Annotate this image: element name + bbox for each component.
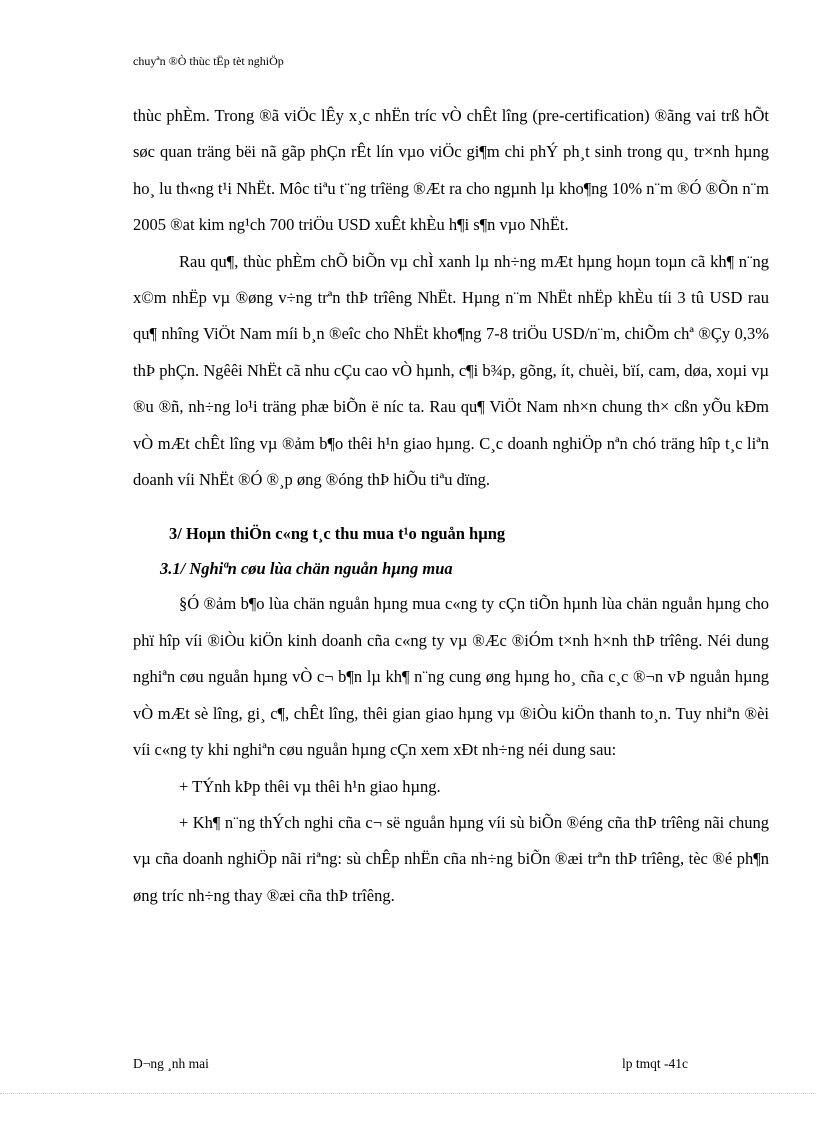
- bullet-paragraph: + Kh¶ n¨ng thÝch nghi cña c¬ së nguån hµng víi sù biÕn ®éng cña thÞ trîêng nãi chung vµ cña doanh nghiÖp nãi riªng: sù chÊp nhËn cña nh÷ng biÕn ®æi trªn thÞ trîêng, tèc ®é ph¶n øng tríc nh÷ng thay ®æi cña thÞ trîêng.: [133, 812, 769, 905]
- document-body: [133, 98, 769, 914]
- footer-class: lp tmqt -41c: [622, 1056, 688, 1071]
- subsection-heading: 3.1/ Nghiªn cøu lùa chän nguån hµng mua: [160, 559, 453, 579]
- page-edge-divider: [0, 1093, 816, 1094]
- paragraph: §Ó ®ảm b¶o lùa chän nguån hµng mua c«ng ty cÇn tiÕn hµnh lùa chän nguån hµng cho phï hîp víi ®iÒu kiÖn kinh doanh cña c«ng ty vµ ®Æc ®iÓm t×nh h×nh thÞ trîêng. Néi dung nghiªn cøu nguån hµng vÒ c¬ b¶n lµ kh¶ n¨ng cung øng hµng ho¸ cña c¸c ®¬n vÞ nguån hµng vÒ mÆt sè lîng, gi¸ c¶, chÊt lîng, thêi gian giao hµng vµ ®iÒu kiÖn thanh to¸n. Tuy nhiªn ®èi víi c«ng ty khi nghiªn cøu nguån hµng cÇn xem xÐt nh÷ng néi dung sau:: [133, 594, 769, 760]
- paragraph: thùc phÈm. Trong ®ã viÖc lÊy x¸c nhËn tríc vÒ chÊt lîng (pre-certification) ®ãng vai trß hÕt søc quan träng bëi nã gãp phÇn rÊt lín vµo viÖc gi¶m chi phÝ ph¸t sinh trong qu¸ tr×nh hµng ho¸ lu th«ng t¹i NhËt. Môc tiªu t¨ng trîëng ®Æt ra cho ngµnh lµ kho¶ng 10% n¨m ®Ó ®Õn n¨m 2005 ®at kim ng¹ch 700 triÖu USD xuÊt khÈu h¶i s¶n vµo NhËt.: [133, 106, 769, 235]
- section-block: [133, 516, 769, 586]
- paragraph: Rau qu¶, thùc phÈm chÕ biÕn vµ chÌ xanh lµ nh÷ng mÆt hµng hoµn toµn cã kh¶ n¨ng x©m nhËp vµ ®øng v÷ng trªn thÞ trîêng NhËt. Hµng n¨m NhËt nhËp khÈu tíi 3 tû USD rau qu¶ nhîng ViÖt Nam míi b¸n ®eîc cho NhËt kho¶ng 7-8 triÖu USD/n¨m, chiÕm chª ®Çy 0,3% thÞ phÇn. Ngêêi NhËt cã nhu cÇu cao vÒ hµnh, c¶i b¾p, gõng, ít, chuèi, bïí, cam, døa, xoµi vµ ®u ®ñ, nh÷ng lo¹i träng phæ biÕn ë níc ta. Rau qu¶ ViÖt Nam nh×n chung th× cßn yÕu kÐm vÒ mÆt chÊt lîng vµ ®ảm b¶o thêi h¹n giao hµng. C¸c doanh nghiÖp nªn chó träng hîp t¸c liªn doanh víi NhËt ®Ó ®¸p øng ®óng thÞ hiÕu tiªu dïng.: [133, 251, 769, 490]
- bullet-paragraph: + TÝnh kÞp thêi vµ thêi h¹n giao hµng.: [179, 776, 441, 796]
- footer-author: D¬ng ¸nh mai: [133, 1056, 209, 1071]
- page-header: chuyªn ®Ò thùc tËp tèt nghiÖp: [133, 54, 284, 68]
- section-heading: 3/ Hoµn thiÖn c«ng t¸c thu mua t¹o nguån hµng: [169, 524, 506, 544]
